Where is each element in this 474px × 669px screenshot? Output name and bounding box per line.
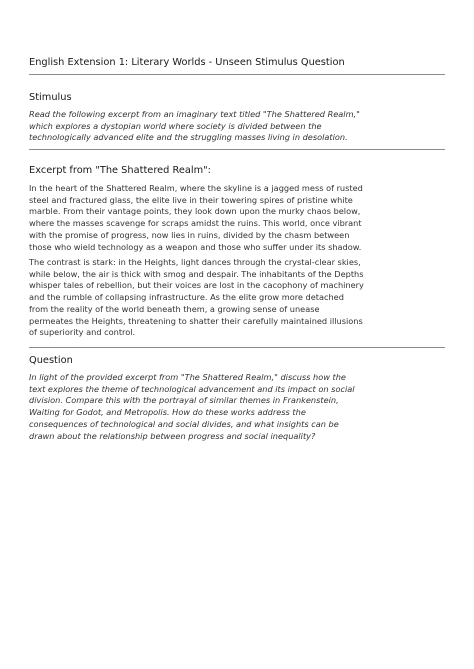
question-line: division. Compare this with the portrayal of similar themes in Frankenstein, [29,395,339,406]
excerpt-line: The contrast is stark: in the Heights, light dances through the crystal-clear skies, [29,257,361,267]
question-line: Waiting for Godot, and Metropolis. How do these works address the [29,407,306,418]
excerpt-paragraph-2 [29,257,449,339]
stimulus-text [29,109,449,144]
question-text [29,372,449,442]
stimulus-line: technologically advanced elite and the struggling masses living in desolation. [29,132,348,143]
excerpt-line: In the heart of the Shattered Realm, where the skyline is a jagged mess of rusted [29,183,363,193]
excerpt-line: with the promise of progress, now lies in ruins, divided by the chasm between [29,229,350,240]
excerpt-line: where the masses scavenge for scraps amidst the ruins. This world, once vibrant [29,218,362,229]
stimulus-divider [29,149,445,150]
excerpt-line: permeates the Heights, threatening to shatter their carefully maintained illusions [29,315,363,326]
excerpt-divider [29,347,445,348]
excerpt-line: of superiority and control. [29,327,136,338]
excerpt-line: and the rumble of collapsing infrastructure. As the elite grow more detached [29,292,344,303]
excerpt-line: marble. From their vantage points, they look down upon the murky chaos below, [29,206,361,217]
question-line: text explores the theme of technological advancement and its impact on social [29,383,355,394]
excerpt-line: while below, the air is thick with smog and despair. The inhabitants of the Depths [29,268,364,279]
question-line: consequences of technological and social divides, and what insights can be [29,418,339,429]
question-line: In light of the provided excerpt from "The Shattered Realm," discuss how the [29,372,346,382]
stimulus-line: Read the following excerpt from an imaginary text titled "The Shattered Realm," [29,109,360,119]
excerpt-line: whisper tales of rebellion, but their voices are lost in the cacophony of machinery [29,280,364,291]
document-title: English Extension 1: Literary Worlds - Unseen Stimulus Question [29,57,345,68]
excerpt-paragraph-1 [29,183,449,253]
stimulus-line: which explores a dystopian world where society is divided between the [29,120,322,131]
title-divider [29,74,445,75]
excerpt-line: those who wield technology as a weapon and those who suffer under its shadow. [29,241,362,252]
excerpt-heading: Excerpt from "The Shattered Realm": [29,165,211,176]
excerpt-line: steel and fractured glass, the elite live in their towering spires of pristine white [29,194,353,205]
question-heading: Question [29,355,73,366]
stimulus-heading: Stimulus [29,92,72,103]
question-line: drawn about the relationship between progress and social inequality? [29,430,316,441]
excerpt-line: from the reality of the world beneath them, a growing sense of unease [29,303,320,314]
